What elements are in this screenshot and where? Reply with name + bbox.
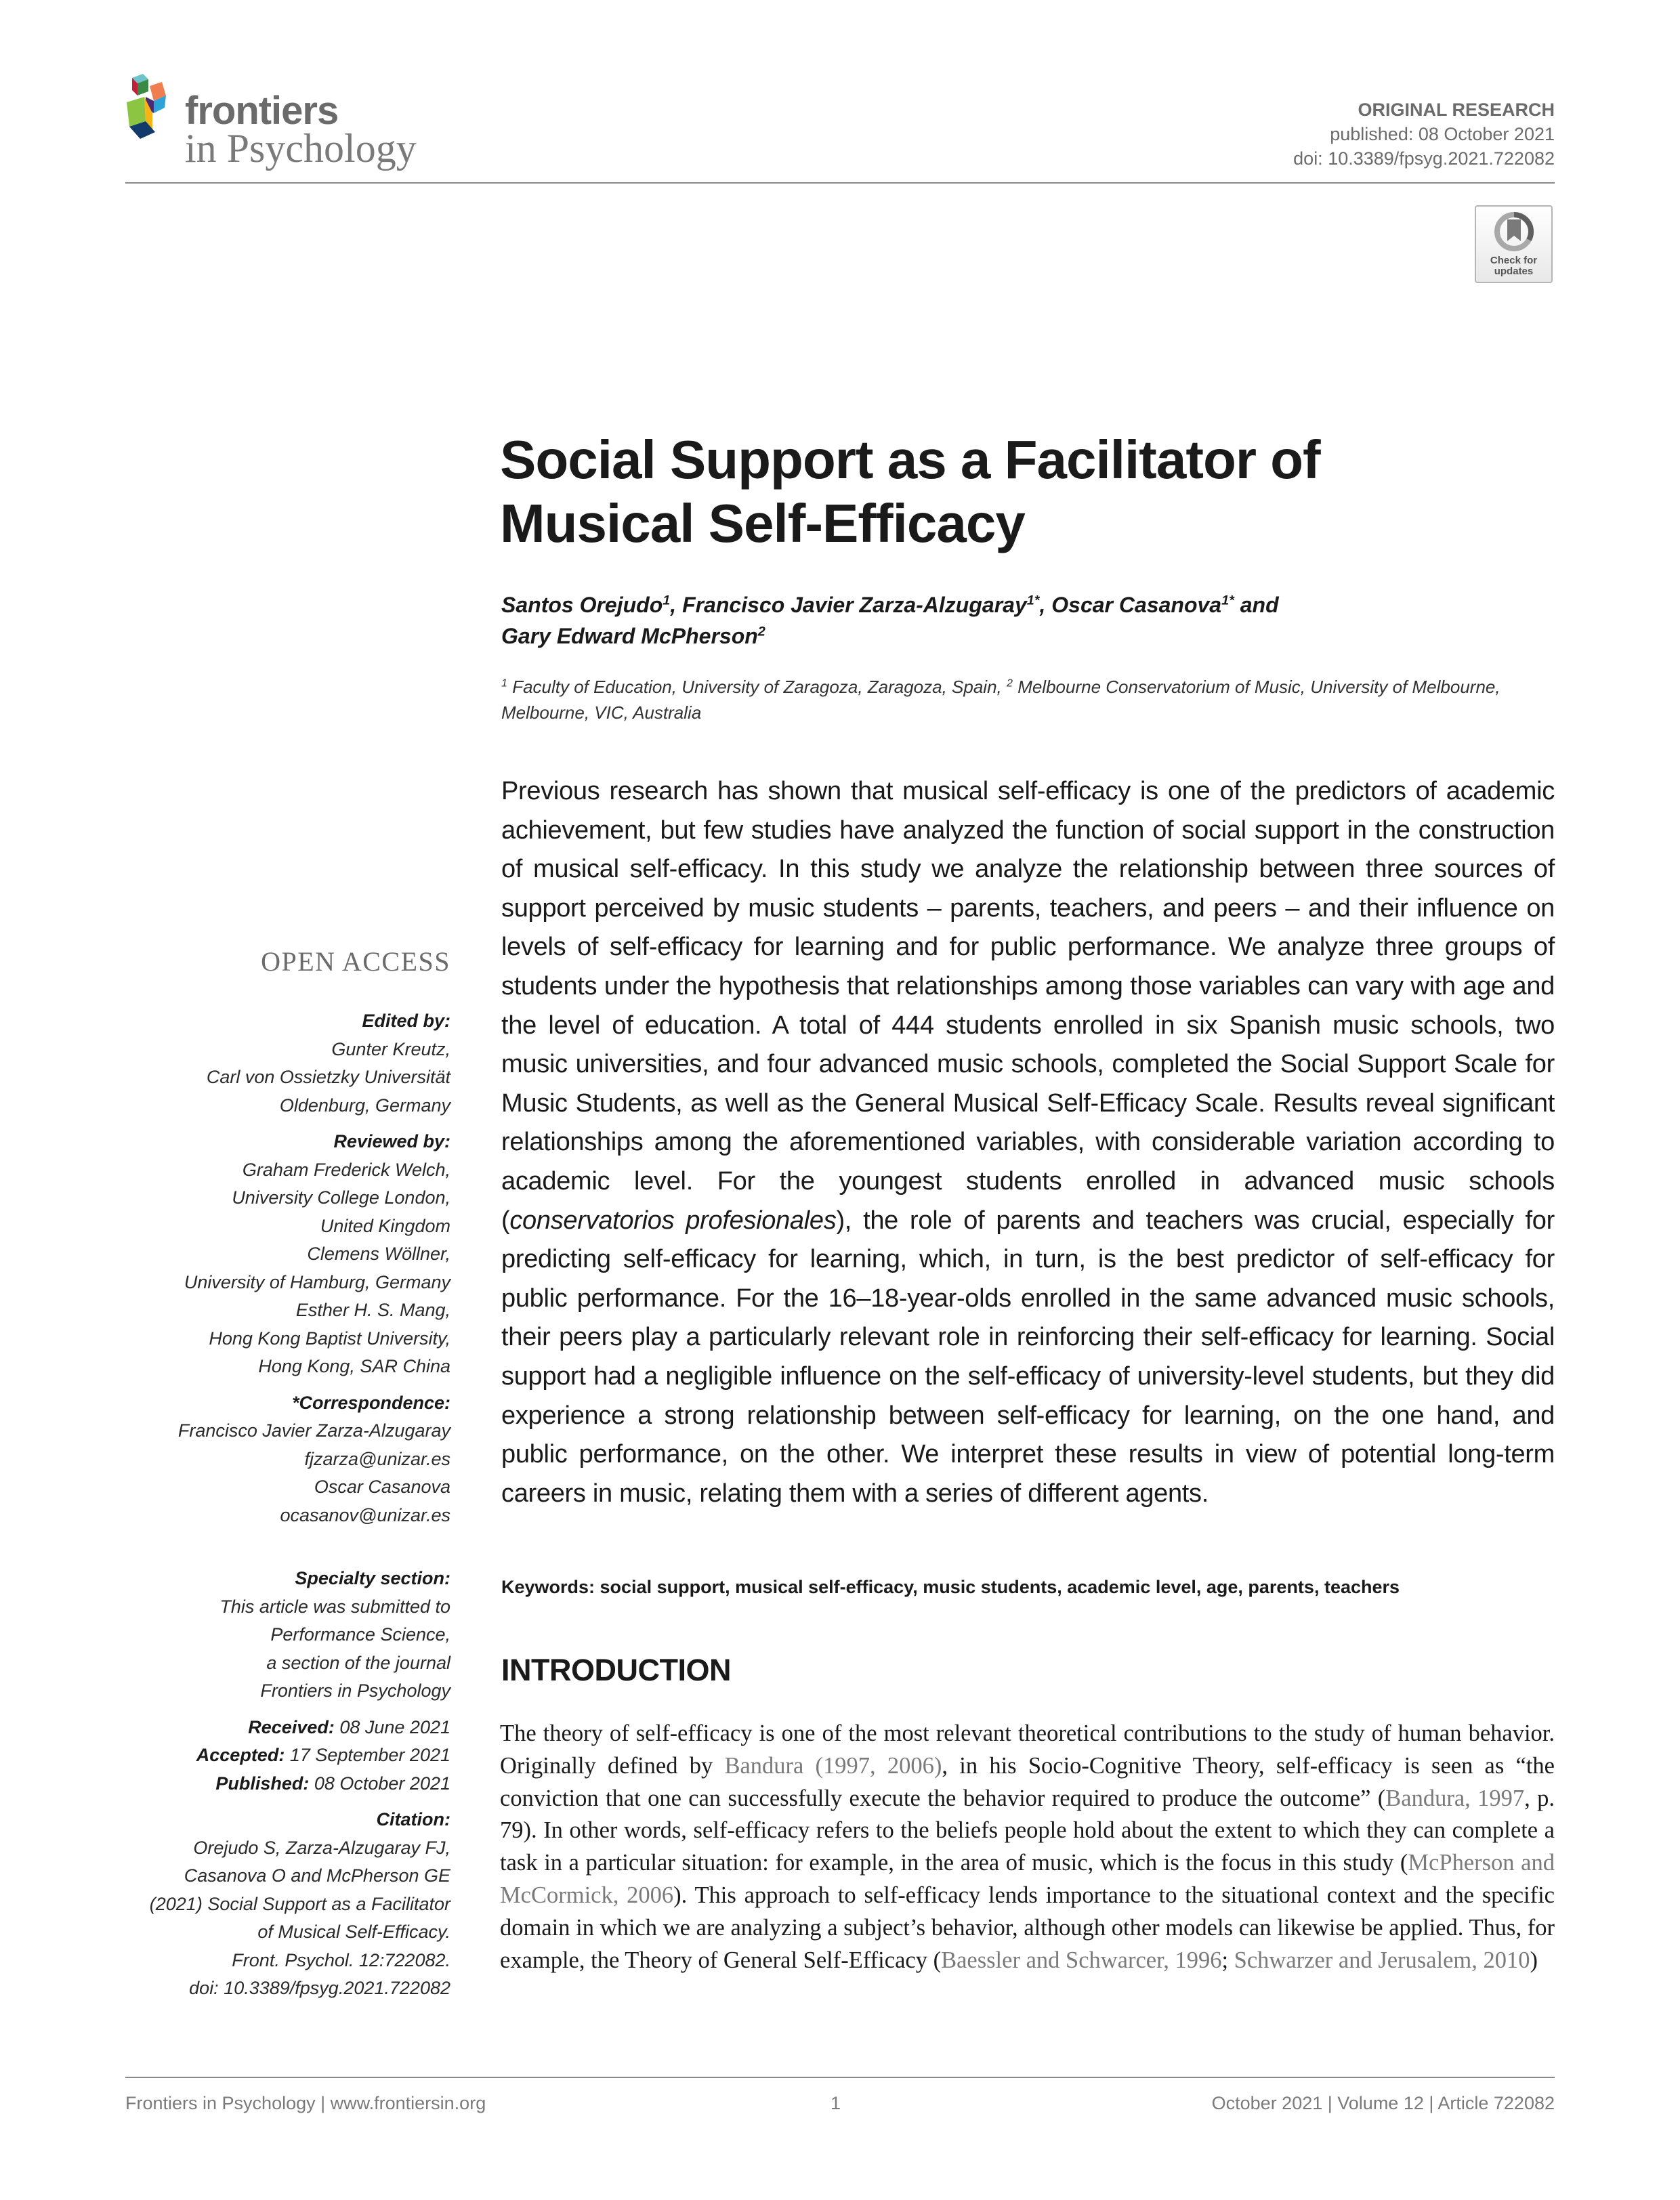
affiliations xyxy=(501,674,1558,725)
abstract-italic-term: conservatorios profesionales xyxy=(509,1206,837,1235)
dates-section xyxy=(71,1714,450,1798)
title-line-2: Musical Self-Efficacy xyxy=(500,493,1025,553)
reviewer-line: Hong Kong, SAR China xyxy=(258,1356,450,1376)
editor-line: Carl von Ossietzky Universität xyxy=(206,1067,450,1087)
edited-by-section xyxy=(71,1007,450,1120)
citation-doi[interactable]: doi: 10.3389/fpsyg.2021.722082 xyxy=(189,1978,450,1998)
citation-line: (2021) Social Support as a Facilitator xyxy=(149,1893,450,1914)
body-text: , in his Socio-Cognitive Theory, self-efficacy is seen as “the conviction that one can successfully execute the behavior required to produce the outcome” ( xyxy=(500,1752,1555,1811)
correspondent-name: Francisco Javier Zarza-Alzugaray xyxy=(177,1420,450,1441)
received-date: Received: 08 June 2021 xyxy=(248,1716,450,1737)
reviewer-line: Graham Frederick Welch, xyxy=(242,1159,450,1180)
citation-line: Orejudo S, Zarza-Alzugaray FJ, xyxy=(193,1837,450,1858)
correspondent-email[interactable]: ocasanov@unizar.es xyxy=(280,1504,450,1525)
keywords: Keywords: social support, musical self-efficacy, music students, academic level, age, parents, teachers xyxy=(501,1577,1400,1597)
article-sidebar xyxy=(71,945,450,2011)
article-type: ORIGINAL RESEARCH xyxy=(1358,100,1555,120)
reviewer-line: University College London, xyxy=(232,1187,450,1208)
abstract-text: ), the role of parents and teachers was crucial, especially for predicting self-efficacy for learning, which, in turn, is the best predictor of self-efficacy for public performance. For the 16–18-year-olds enrolled in the same advanced music schools, their peers play a particularly relevant role in reinforcing their self-efficacy for learning. Social support had a negligible influence on the self-efficacy of university-level students, but they did experience a strong relationship between self-efficacy for learning, on the one hand, and public performance, on the other. We interpret these results in view of potential long-term careers in music, relating them with a series of different agents. xyxy=(501,1206,1555,1508)
affiliation: $^1$ Faculty of Education, University of Zaragoza, Zaragoza, Spain, xyxy=(501,677,1007,697)
page-number: 1 xyxy=(831,2093,841,2113)
reviewer-line: Esther H. S. Mang, xyxy=(295,1300,450,1320)
editor-line: Oldenburg, Germany xyxy=(279,1095,450,1116)
published-date-sidebar: Published: 08 October 2021 xyxy=(215,1773,450,1794)
citation-link[interactable]: Schwarzer and Jerusalem, 2010 xyxy=(1234,1947,1530,1973)
correspondence-section xyxy=(71,1389,450,1530)
reviewed-by-section xyxy=(71,1128,450,1381)
abstract-text: Previous research has shown that musical self-efficacy is one of the predictors of academic achievement, but few studies have analyzed the function of social support in the construction of musical self-efficacy. In this study we analyze the relationship between three sources of support perceived by music students – parents, teachers, and peers – and their influence on levels of self-efficacy for learning and for public performance. We analyze three groups of students under the hypothesis that relationships among those variables can vary with age and the level of education. A total of 444 students enrolled in six Spanish music schools, two music universities, and four advanced music schools, completed the Social Support Scale for Music Students, as well as the General Musical Self-Efficacy Scale. Results reveal significant relationships among the aforementioned variables, with considerable variation according to academic level. For the youngest students enrolled in advanced music schools ( xyxy=(501,777,1555,1235)
check-for-updates-button[interactable] xyxy=(1475,205,1553,283)
badge-label xyxy=(1476,255,1551,277)
author-list: Santos Orejudo$^1$, Francisco Javier Zarza-Alzugaray$^{1*}$, Oscar Casanova$^{1*}$ and Gary Edward McPherson$^2$ xyxy=(501,593,1279,648)
author[interactable]: Oscar Casanova$^{1*}$ xyxy=(1051,593,1234,617)
citation-section xyxy=(71,1806,450,2003)
edited-by-label: Edited by: xyxy=(362,1011,450,1031)
bookmark-ring-icon xyxy=(1494,211,1534,252)
reviewer-line: Clemens Wöllner, xyxy=(307,1244,450,1264)
author[interactable]: Francisco Javier Zarza-Alzugaray$^{1*}$ xyxy=(682,593,1040,617)
citation-link[interactable]: Baessler and Schwarcer, 1996 xyxy=(941,1947,1222,1973)
journal-logo xyxy=(125,71,437,173)
specialty-line: Performance Science, xyxy=(270,1624,450,1645)
published-date: published: 08 October 2021 xyxy=(1330,124,1555,144)
correspondent-email[interactable]: fjzarza@unizar.es xyxy=(304,1448,450,1469)
citation-line: of Musical Self-Efficacy. xyxy=(257,1922,450,1942)
title-line-1: Social Support as a Facilitator of xyxy=(500,429,1320,490)
correspondent-name: Oscar Casanova xyxy=(314,1477,450,1497)
body-text: ) xyxy=(1530,1947,1538,1973)
footer-divider xyxy=(125,2077,1555,2078)
article-meta-header xyxy=(1293,98,1555,171)
section-heading-introduction: INTRODUCTION xyxy=(501,1653,731,1687)
citation-label: Citation: xyxy=(376,1809,450,1829)
editor-line: Gunter Kreutz, xyxy=(331,1038,450,1059)
open-access-label: OPEN ACCESS xyxy=(261,946,450,977)
reviewer-line: United Kingdom xyxy=(320,1215,450,1236)
logo-journal-name: in Psychology xyxy=(185,126,417,171)
reviewer-line: Hong Kong Baptist University, xyxy=(209,1328,450,1349)
correspondence-label: *Correspondence: xyxy=(291,1392,450,1413)
author[interactable]: Santos Orejudo$^1$ xyxy=(501,593,671,617)
frontiers-cubes-icon xyxy=(125,71,186,139)
badge-label-line-1: Check for xyxy=(1490,255,1538,266)
specialty-line: Frontiers in Psychology xyxy=(260,1680,450,1701)
citation-link[interactable]: Bandura (1997, 2006) xyxy=(724,1752,942,1779)
abstract xyxy=(501,772,1555,1513)
citation-link[interactable]: Bandura, 1997 xyxy=(1385,1785,1525,1811)
citation-link[interactable]: McPherson and McCormick, 2006 xyxy=(500,1850,1555,1908)
spacer xyxy=(71,1538,450,1565)
logo-cube-face xyxy=(127,97,146,127)
doi[interactable]: doi: 10.3389/fpsyg.2021.722082 xyxy=(1293,148,1555,169)
body-text: ). This approach to self-efficacy lends importance to the situational context and the specific domain in which we are analyzing a subject’s behavior, although other models can likewise be applied. Thus, for example, the Theory of General Self-Efficacy ( xyxy=(500,1882,1555,1973)
specialty-line: This article was submitted to xyxy=(219,1596,450,1617)
author[interactable]: Gary Edward McPherson$^2$ xyxy=(501,624,765,648)
footer-issue-info: October 2021 | Volume 12 | Article 722082 xyxy=(1211,2093,1555,2113)
reviewer-line: University of Hamburg, Germany xyxy=(184,1271,450,1292)
badge-label-line-2: updates xyxy=(1494,266,1534,277)
specialty-label: Specialty section: xyxy=(295,1568,450,1588)
specialty-line: a section of the journal xyxy=(266,1652,450,1673)
introduction-body xyxy=(500,1718,1555,1976)
body-text: The theory of self-efficacy is one of the most relevant theoretical contributions to the study of human behavior. Originally defined by xyxy=(500,1720,1555,1779)
accepted-date: Accepted: 17 September 2021 xyxy=(196,1745,450,1765)
footer-journal-link[interactable]: Frontiers in Psychology | www.frontiersin.org xyxy=(125,2093,486,2113)
citation-line: Casanova O and McPherson GE xyxy=(184,1865,450,1886)
article-title xyxy=(500,428,1557,555)
header-divider xyxy=(125,182,1555,184)
affiliation: $^2$ Melbourne Conservatorium of Music, University of Melbourne, Melbourne, VIC, Australia xyxy=(501,677,1500,723)
logo-wordmark: frontiers xyxy=(185,89,339,133)
specialty-section xyxy=(71,1565,450,1706)
body-text: , p. 79). In other words, self-efficacy refers to the beliefs people hold about the extent to which they can complete a task in a particular situation: for example, in the area of music, which is the focus in this study ( xyxy=(500,1785,1555,1876)
reviewed-by-label: Reviewed by: xyxy=(333,1131,450,1151)
citation-line: Front. Psychol. 12:722082. xyxy=(232,1949,450,1970)
body-text: ; xyxy=(1221,1947,1234,1973)
